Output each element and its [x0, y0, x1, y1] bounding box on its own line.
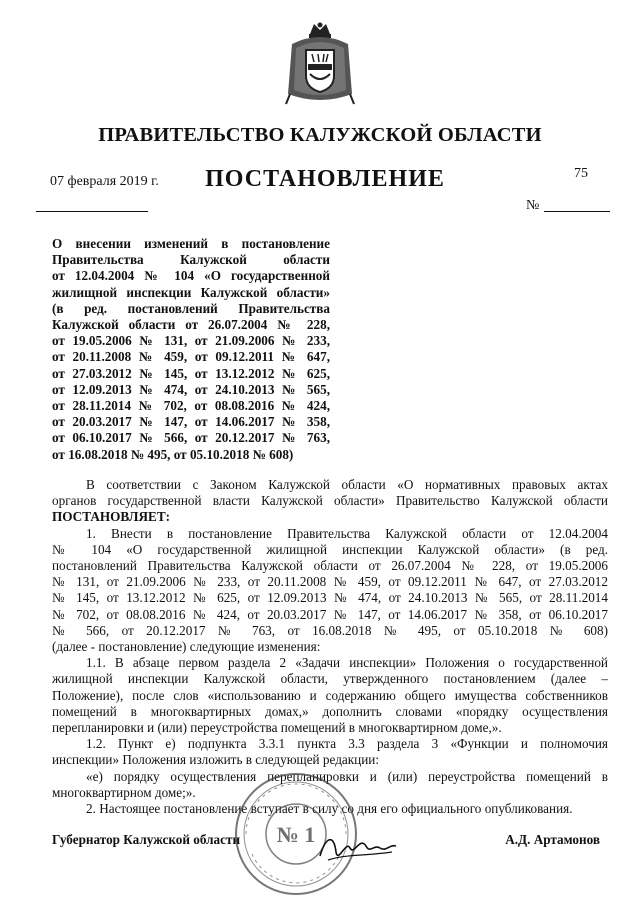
subject-line: от 19.05.2006 № 131, от 21.09.2006 № 233,: [52, 333, 330, 349]
organization-title: ПРАВИТЕЛЬСТВО КАЛУЖСКОЙ ОБЛАСТИ: [98, 124, 542, 146]
subject-line: от 06.10.2017 № 566, от 20.12.2017 № 763,: [52, 430, 330, 446]
item12-line: 1.2. Пункт е) подпункта 3.3.1 пункта 3.3 раздела 3 «Функции и полномочия: [86, 736, 608, 752]
document-number: 75: [574, 166, 588, 181]
item1-line: № 145, от 13.12.2012 № 625, от 12.09.2013 № 474, от 24.10.2013 № 565, от 28.11.2014: [52, 590, 608, 606]
date-underline: [36, 211, 148, 212]
document-date: 07 февраля 2019 г.: [50, 174, 159, 189]
subject-line: от 12.09.2013 № 474, от 24.10.2013 № 565,: [52, 381, 330, 397]
subject-line: от 16.08.2018 № 495, от 05.10.2018 № 608): [52, 446, 294, 462]
preamble-line: В соответствии с Законом Калужской области «О нормативных правовых актах: [86, 477, 608, 492]
signatory-name: А.Д. Артамонов: [505, 832, 600, 847]
document-body: [52, 477, 608, 817]
subject-line: от 28.11.2014 № 702, от 08.08.2016 № 424,: [52, 398, 330, 414]
preamble-line: органов государственной власти Калужской области» Правительство Калужской области: [52, 493, 608, 509]
item1-line: № 566, от 20.12.2017 № 763, от 16.08.2018 № 495, от 05.10.2018 № 608): [52, 622, 608, 638]
number-underline: [544, 211, 610, 212]
item1-line: № 702, от 08.08.2016 № 424, от 20.03.2017 № 147, от 14.06.2017 № 358, от 06.10.2017: [52, 606, 608, 622]
subject-line: от 12.04.2004 № 104 «О государственной: [52, 268, 330, 284]
subject-line: (в ред. постановлений Правительства: [52, 300, 330, 316]
item2-line: 2. Настоящее постановление вступает в силу со дня его официального опубликования.: [86, 801, 573, 817]
signatory-title: Губернатор Калужской области: [52, 832, 241, 847]
number-sign-label: №: [526, 198, 540, 213]
item1-line: № 104 «О государственной жилищной инспекции Калужской области» (в ред.: [52, 541, 608, 557]
item1-line: постановлений Правительства Калужской области от 26.07.2004 № 228, от 19.05.2006: [52, 558, 608, 574]
subject-line: от 20.11.2008 № 459, от 09.12.2011 № 647,: [52, 349, 330, 365]
document-type-heading: ПОСТАНОВЛЕНИЕ: [205, 166, 445, 192]
document-subject: [52, 236, 330, 463]
item12-line: инспекции» Положения изложить в следующей редакции:: [52, 752, 379, 768]
subject-line: от 27.03.2012 № 145, от 13.12.2012 № 625,: [52, 365, 330, 381]
subject-line: Калужской области от 26.07.2004 № 228,: [52, 317, 330, 333]
coat-of-arms-icon: [282, 20, 358, 106]
resolves-heading: ПОСТАНОВЛЯЕТ:: [52, 509, 171, 525]
item11-line: Положение), после слов «использованию и содержанию общего имущества собственников: [52, 687, 608, 703]
item1-line: № 131, от 21.09.2006 № 233, от 20.11.2008 № 459, от 09.12.2011 № 647, от 27.03.2012: [52, 574, 608, 590]
item1-line: (далее - постановление) следующие изменения:: [52, 639, 321, 655]
subject-line: Правительства Калужской области: [52, 252, 330, 268]
item1-line: 1. Внести в постановление Правительства Калужской области от 12.04.2004: [86, 525, 608, 541]
quote-line: «е) порядку осуществления перепланировки и (или) переустройства помещений в: [86, 768, 608, 784]
subject-line: от 20.03.2017 № 147, от 14.06.2017 № 358,: [52, 414, 330, 430]
subject-line: О внесении изменений в постановление: [52, 236, 330, 251]
item11-line: помещений в многоквартирных домах,» дополнить словами «порядку осуществления: [52, 703, 608, 719]
item11-line: 1.1. В абзаце первом раздела 2 «Задачи инспекции» Положения о государственной: [86, 655, 608, 671]
quote-line: многоквартирном доме;».: [52, 784, 196, 800]
item11-line: жилищной инспекции Калужской области, утвержденного постановлением (далее –: [52, 671, 608, 687]
item11-line: перепланировки и (или) переустройства помещений в многоквартирном доме,».: [52, 720, 502, 736]
subject-line: жилищной инспекции Калужской области»: [52, 284, 330, 300]
handwritten-signature-icon: [316, 826, 400, 870]
seal-number: № 1: [276, 822, 316, 847]
